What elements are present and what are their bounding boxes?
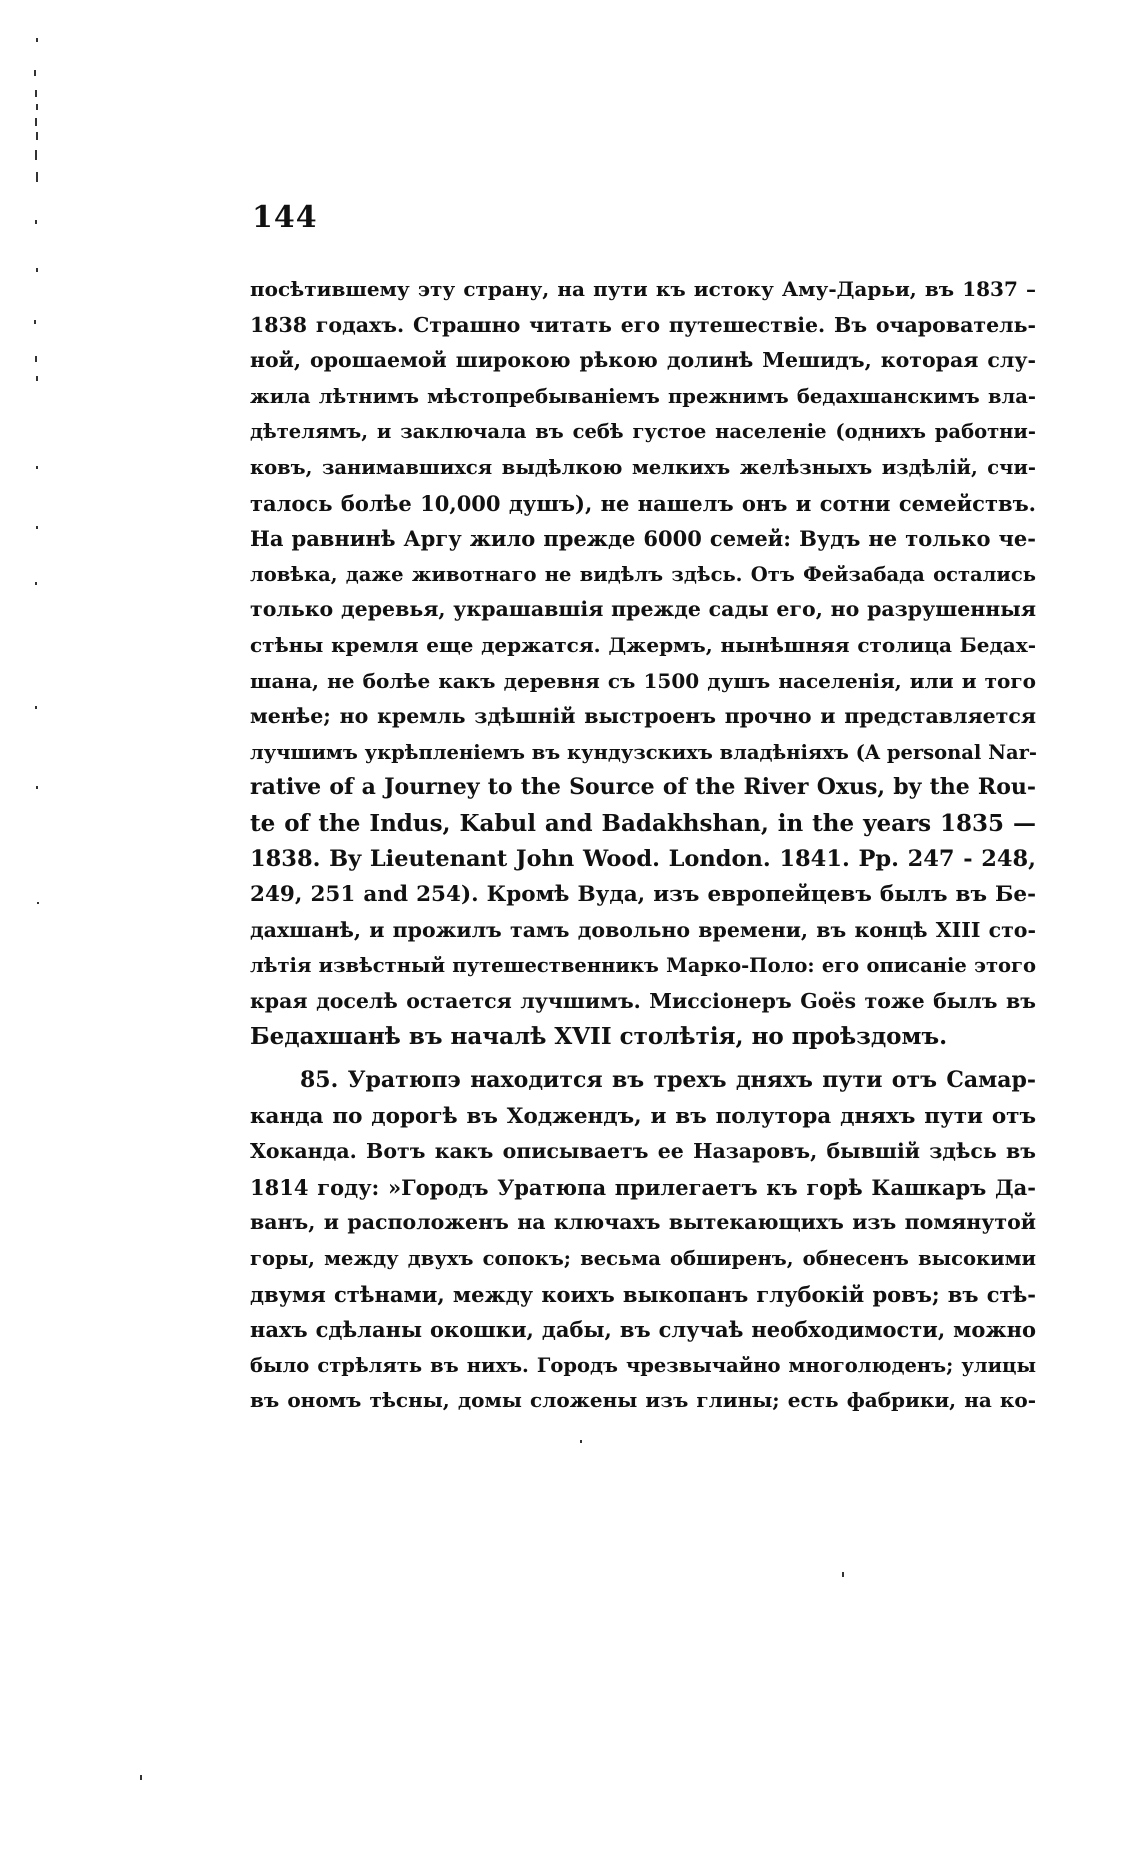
text-line: ловѣка, даже животнаго не видѣлъ здѣсь. Отъ Фейзабада остались — [250, 562, 1036, 586]
text-line: шана, не болѣе какъ деревня съ 1500 душъ населенія, или и того — [250, 668, 1036, 693]
text-line: 1838 годахъ. Страшно читать его путешествіе. Въ очарователь- — [250, 312, 1036, 337]
text-line: На равнинѣ Аргу жило прежде 6000 семей: Вудъ не только че- — [250, 526, 1036, 552]
page-number: 144 — [252, 200, 318, 235]
text-line: лѣтія извѣстный путешественникъ Марко-Поло: его описаніе этого — [250, 954, 1036, 978]
text-line: te of the Indus, Kabul and Badakhshan, in the years 1835 — — [250, 809, 1036, 837]
text-line: посѣтившему эту страну, на пути къ истоку Аму-Дарьи, въ 1837 – — [250, 277, 1036, 301]
text-line: 85. Уратюпэ находится въ трехъ дняхъ пути отъ Самар- — [300, 1067, 1036, 1094]
text-line: rative of a Journey to the Source of the River Oxus, by the Rou- — [250, 774, 1036, 801]
text-line: края доселѣ остается лучшимъ. Миссіонеръ Goës тоже былъ въ — [250, 988, 1036, 1013]
text-line: въ ономъ тѣсны, домы сложены изъ глины; есть фабрики, на ко- — [250, 1388, 1036, 1413]
text-line: 249, 251 and 254). Кромѣ Вуда, изъ европейцевъ былъ въ Бе- — [250, 882, 1036, 908]
text-line: только деревья, украшавшія прежде сады его, но разрушенныя — [250, 597, 1036, 622]
text-line: Хоканда. Вотъ какъ описываетъ ее Назаровъ, бывшій здѣсь въ — [250, 1139, 1036, 1164]
text-line: ванъ, и расположенъ на ключахъ вытекающихъ изъ помянутой — [250, 1210, 1036, 1235]
text-line: нахъ сдѣланы окошки, дабы, въ случаѣ необходимости, можно — [250, 1317, 1036, 1343]
text-line: менѣе; но кремль здѣшній выстроенъ прочно и представляется — [250, 704, 1036, 729]
text-line: стѣны кремля еще держатся. Джермъ, нынѣшняя столица Бедах- — [250, 632, 1036, 657]
text-line: талось болѣе 10,000 душъ), не нашелъ онъ и сотни семействъ. — [250, 490, 1036, 516]
text-line: лучшимъ укрѣпленіемъ въ кундузскихъ владѣніяхъ (A personal Nar- — [250, 740, 1037, 764]
text-line: Бедахшанѣ въ началѣ XVII столѣтія, но проѣздомъ. — [250, 1023, 948, 1051]
text-line: двумя стѣнами, между коихъ выкопанъ глубокій ровъ; въ стѣ- — [250, 1281, 1036, 1307]
text-line: жила лѣтнимъ мѣстопребываніемъ прежнимъ бедахшанскимъ вла- — [250, 384, 1036, 408]
text-line: 1814 году: »Городъ Уратюпа прилегаетъ къ горѣ Кашкаръ Да- — [250, 1174, 1036, 1200]
text-line: канда по дорогѣ въ Ходжендъ, и въ полутора дняхъ пути отъ — [250, 1103, 1036, 1129]
text-line: ковъ, занимавшихся выдѣлкою мелкихъ желѣзныхъ издѣлій, счи- — [250, 455, 1036, 479]
body-text — [250, 272, 1036, 1419]
text-line: дахшанѣ, и прожилъ тамъ довольно времени, въ концѣ XIII сто- — [250, 917, 1036, 942]
text-line: было стрѣлять въ нихъ. Городъ чрезвычайно многолюденъ; улицы — [250, 1353, 1036, 1377]
text-line: горы, между двухъ сопокъ; весьма обширенъ, обнесенъ высокими — [250, 1247, 1036, 1271]
text-line: ной, орошаемой широкою рѣкою долинѣ Мешидъ, которая слу- — [250, 348, 1036, 373]
text-line: 1838. By Lieutenant John Wood. London. 1841. Pp. 247 - 248, — [250, 845, 1036, 872]
text-line: дѣтелямъ, и заключала въ себѣ густое населеніе (однихъ работни- — [250, 420, 1036, 444]
